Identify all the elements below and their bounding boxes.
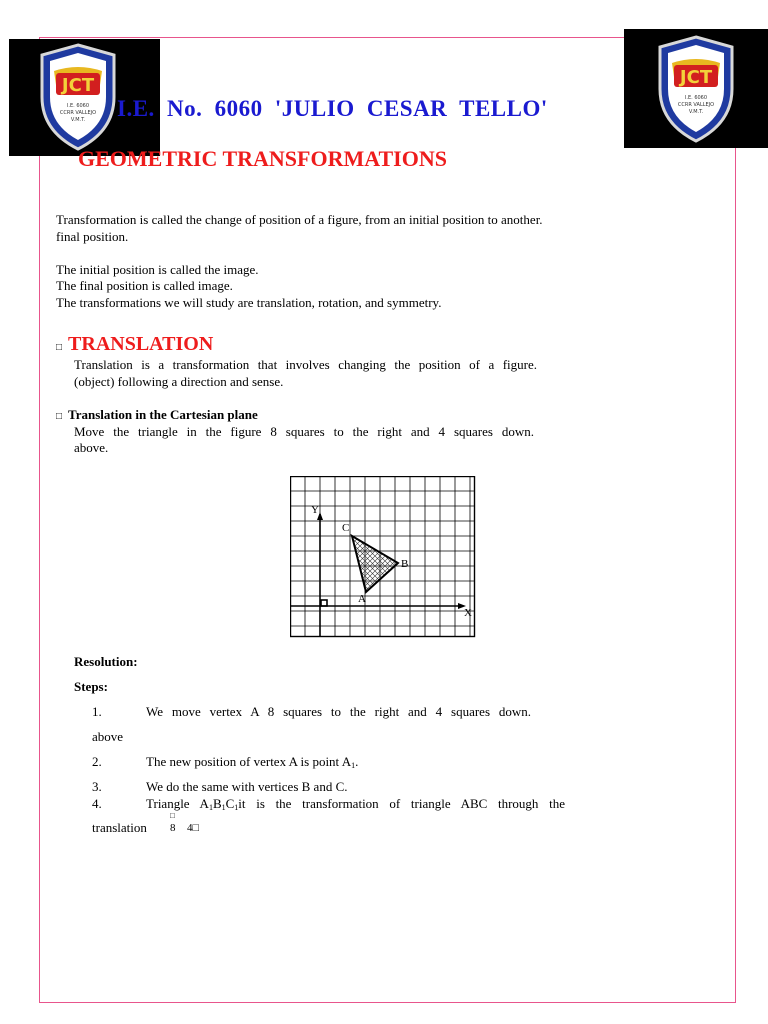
y-axis-label: Y xyxy=(311,504,319,516)
step-text: We move vertex A 8 squares to the right and 4 squares down. xyxy=(146,704,531,719)
step-text: We do the same with vertices B and C. xyxy=(146,779,348,794)
cartesian-grid-figure xyxy=(290,476,477,638)
task-line-1: Move the triangle in the figure 8 squares to the right and 4 squares down. xyxy=(74,424,534,439)
vertex-b-label: B xyxy=(401,558,409,570)
intro-line-2: final position. xyxy=(56,229,129,244)
subsection-heading: □ Translation in the Cartesian plane xyxy=(56,407,258,422)
svg-text:CCRR VALLEJO: CCRR VALLEJO xyxy=(677,102,715,108)
intro-line-1: Transformation is called the change of position of a figure, from an initial position to another. xyxy=(56,212,543,227)
vector-arrow-icon: □ xyxy=(170,811,175,820)
steps-label: Steps: xyxy=(74,679,108,694)
translation-word: translation xyxy=(92,820,147,835)
vertex-c-label: C xyxy=(342,522,350,534)
bullet-icon: □ xyxy=(56,342,63,353)
task-line-2: above. xyxy=(74,440,109,455)
resolution-label: Resolution: xyxy=(74,654,138,669)
step-text: Triangle $A_1B_1C_1it$ is the transformation of triangle ABC through the xyxy=(146,796,566,812)
section-heading-translation: □ TRANSLATION xyxy=(56,333,214,355)
svg-text:JCT: JCT xyxy=(61,75,95,96)
shield-icon xyxy=(624,29,768,148)
intro-line-3: The initial position is called the image. xyxy=(56,262,259,277)
x-axis-label: X xyxy=(464,607,472,619)
vector-x-component: 8 xyxy=(170,822,176,834)
intro-line-4: The final position is called image. xyxy=(56,278,233,293)
page-title: GEOMETRIC TRANSFORMATIONS xyxy=(78,146,447,171)
svg-text:CCRR VALLEJO: CCRR VALLEJO xyxy=(59,110,97,116)
step-text-continued: above xyxy=(92,729,124,744)
svg-text:V.M.T.: V.M.T. xyxy=(70,117,86,123)
origin-marker xyxy=(321,600,327,606)
bullet-icon: □ xyxy=(56,411,63,422)
school-logo-right xyxy=(624,29,768,148)
vertex-a-label: A xyxy=(358,593,366,605)
translation-description-line-2: (object) following a direction and sense. xyxy=(74,374,284,389)
translation-description-line-1: Translation is a transformation that involves changing the position of a figure. xyxy=(74,357,537,372)
step-number: 2. xyxy=(92,754,102,769)
step-text: The new position of vertex A is point $A_1$. xyxy=(146,754,359,770)
svg-text:I.E. 6060: I.E. 6060 xyxy=(684,95,708,101)
intro-line-5: The transformations we will study are translation, rotation, and symmetry. xyxy=(56,295,442,310)
triangle-abc xyxy=(352,536,398,592)
svg-text:JCT: JCT xyxy=(679,67,713,88)
step-number: 4. xyxy=(92,796,102,811)
school-name: I.E. No. 6060 'JULIO CESAR TELLO' xyxy=(117,96,548,121)
svg-text:V.M.T.: V.M.T. xyxy=(688,109,704,115)
step-number: 1. xyxy=(92,704,102,719)
vector-y-component: 4□ xyxy=(187,822,200,834)
svg-text:I.E. 6060: I.E. 6060 xyxy=(66,103,90,109)
step-number: 3. xyxy=(92,779,102,794)
